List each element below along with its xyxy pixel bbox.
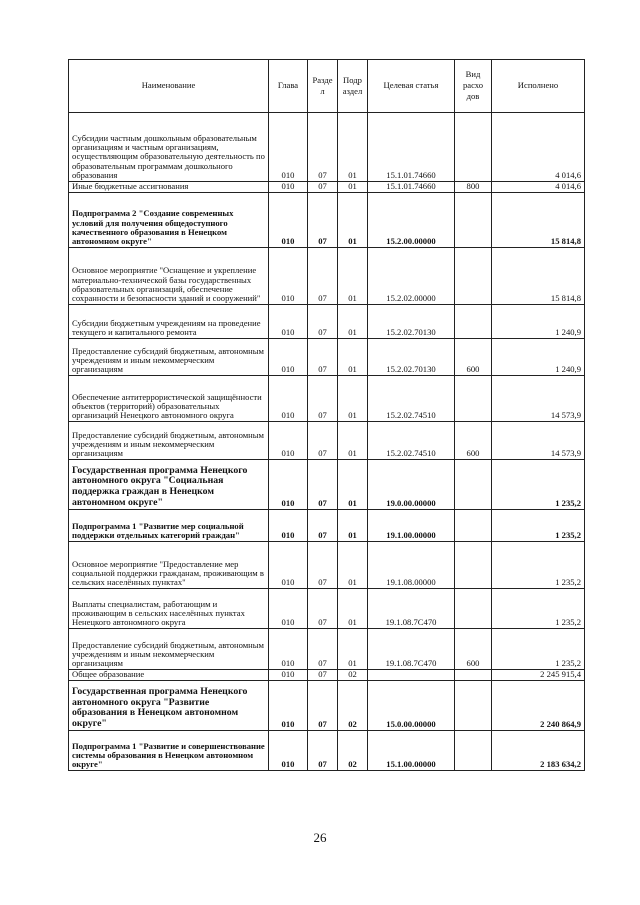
row-executed: 1 235,2 xyxy=(492,460,585,510)
row-subsection: 01 xyxy=(338,193,368,248)
table-row xyxy=(69,542,585,589)
header-section: Разде л xyxy=(308,60,338,113)
row-expense-type: 800 xyxy=(455,182,492,193)
table-row xyxy=(69,113,585,182)
row-name: Подпрограмма 2 "Создание современных условий для получения общедоступного качественного образования в Ненецком автономном округе" xyxy=(69,193,269,248)
row-section: 07 xyxy=(308,589,338,629)
row-target: 15.1.01.74660 xyxy=(368,182,455,193)
row-executed: 1 240,9 xyxy=(492,339,585,376)
row-expense-type xyxy=(455,376,492,422)
header-name: Наименование xyxy=(69,60,269,113)
table-row xyxy=(69,193,585,248)
row-executed: 1 235,2 xyxy=(492,510,585,542)
row-target: 15.2.02.74510 xyxy=(368,376,455,422)
row-expense-type xyxy=(455,305,492,339)
row-subsection: 01 xyxy=(338,182,368,193)
row-chapter: 010 xyxy=(269,182,308,193)
row-subsection: 01 xyxy=(338,339,368,376)
row-executed: 2 245 915,4 xyxy=(492,670,585,681)
row-name: Предоставление субсидий бюджетным, автономным учреждениям и иным некоммерческим организациям xyxy=(69,339,269,376)
table-row xyxy=(69,182,585,193)
row-target: 15.2.02.70130 xyxy=(368,339,455,376)
row-executed: 1 235,2 xyxy=(492,589,585,629)
table-row xyxy=(69,376,585,422)
row-expense-type xyxy=(455,681,492,731)
row-section: 07 xyxy=(308,376,338,422)
row-name: Иные бюджетные ассигнования xyxy=(69,182,269,193)
row-target: 15.2.02.00000 xyxy=(368,248,455,305)
table-row xyxy=(69,339,585,376)
table-row xyxy=(69,670,585,681)
row-target: 19.1.08.7С470 xyxy=(368,589,455,629)
row-expense-type: 600 xyxy=(455,339,492,376)
row-target: 19.0.00.00000 xyxy=(368,460,455,510)
row-target: 19.1.08.00000 xyxy=(368,542,455,589)
row-name: Субсидии бюджетным учреждениям на проведение текущего и капитального ремонта xyxy=(69,305,269,339)
row-subsection: 01 xyxy=(338,248,368,305)
table-row xyxy=(69,248,585,305)
row-subsection: 02 xyxy=(338,731,368,771)
row-section: 07 xyxy=(308,193,338,248)
row-name: Выплаты специалистам, работающим и проживающим в сельских населённых пунктах Ненецкого автономного округа xyxy=(69,589,269,629)
row-chapter: 010 xyxy=(269,376,308,422)
row-expense-type xyxy=(455,248,492,305)
row-section: 07 xyxy=(308,113,338,182)
row-expense-type xyxy=(455,542,492,589)
row-section: 07 xyxy=(308,248,338,305)
row-chapter: 010 xyxy=(269,193,308,248)
row-subsection: 01 xyxy=(338,113,368,182)
table-header-row xyxy=(69,60,585,113)
row-section: 07 xyxy=(308,460,338,510)
table-row xyxy=(69,629,585,670)
row-name: Государственная программа Ненецкого автономного округа "Социальная поддержка граждан в Ненецком автономном округе" xyxy=(69,460,269,510)
table-row xyxy=(69,510,585,542)
row-subsection: 01 xyxy=(338,629,368,670)
row-name: Подпрограмма 1 "Развитие мер социальной поддержки отдельных категорий граждан" xyxy=(69,510,269,542)
row-section: 07 xyxy=(308,339,338,376)
row-subsection: 01 xyxy=(338,460,368,510)
row-section: 07 xyxy=(308,681,338,731)
row-subsection: 02 xyxy=(338,681,368,731)
row-chapter: 010 xyxy=(269,670,308,681)
header-chapter: Глава xyxy=(269,60,308,113)
row-executed: 4 014,6 xyxy=(492,182,585,193)
row-chapter: 010 xyxy=(269,248,308,305)
row-expense-type xyxy=(455,193,492,248)
row-expense-type xyxy=(455,731,492,771)
row-section: 07 xyxy=(308,542,338,589)
row-name: Государственная программа Ненецкого автономного округа "Развитие образования в Ненецком автономном округе" xyxy=(69,681,269,731)
row-name: Основное мероприятие "Предоставление мер социальной поддержки гражданам, проживающим в сельских населённых пунктах" xyxy=(69,542,269,589)
row-executed: 14 573,9 xyxy=(492,376,585,422)
table-row xyxy=(69,460,585,510)
row-chapter: 010 xyxy=(269,339,308,376)
row-expense-type xyxy=(455,460,492,510)
row-section: 07 xyxy=(308,731,338,771)
row-target: 15.2.02.70130 xyxy=(368,305,455,339)
row-target: 19.1.08.7С470 xyxy=(368,629,455,670)
row-name: Подпрограмма 1 "Развитие и совершенствование системы образования в Ненецком автономном округе" xyxy=(69,731,269,771)
row-section: 07 xyxy=(308,629,338,670)
row-executed: 1 240,9 xyxy=(492,305,585,339)
row-target: 15.1.00.00000 xyxy=(368,731,455,771)
row-target: 15.2.00.00000 xyxy=(368,193,455,248)
row-executed: 2 183 634,2 xyxy=(492,731,585,771)
row-subsection: 01 xyxy=(338,542,368,589)
table-row xyxy=(69,305,585,339)
row-name: Субсидии частным дошкольным образовательным организациям и частным организациям, осуществляющим образовательную деятельность по образовательным программам дошкольного образования xyxy=(69,113,269,182)
row-section: 07 xyxy=(308,510,338,542)
row-subsection: 01 xyxy=(338,422,368,460)
table-row xyxy=(69,681,585,731)
row-section: 07 xyxy=(308,305,338,339)
row-executed: 14 573,9 xyxy=(492,422,585,460)
row-chapter: 010 xyxy=(269,422,308,460)
row-section: 07 xyxy=(308,670,338,681)
row-chapter: 010 xyxy=(269,113,308,182)
row-subsection: 01 xyxy=(338,589,368,629)
row-expense-type xyxy=(455,589,492,629)
row-target xyxy=(368,670,455,681)
row-executed: 15 814,8 xyxy=(492,248,585,305)
row-name: Основное мероприятие "Оснащение и укрепление материально-технической базы государственных образовательных организаций, обеспечение сохранности и безопасности зданий и сооружений" xyxy=(69,248,269,305)
row-chapter: 010 xyxy=(269,510,308,542)
row-subsection: 01 xyxy=(338,510,368,542)
row-expense-type: 600 xyxy=(455,629,492,670)
row-expense-type xyxy=(455,670,492,681)
row-chapter: 010 xyxy=(269,681,308,731)
row-chapter: 010 xyxy=(269,629,308,670)
table-row xyxy=(69,589,585,629)
row-chapter: 010 xyxy=(269,460,308,510)
header-expense-type: Вид расхо дов xyxy=(455,60,492,113)
row-expense-type xyxy=(455,510,492,542)
row-subsection: 02 xyxy=(338,670,368,681)
row-subsection: 01 xyxy=(338,376,368,422)
header-target-article: Целевая статья xyxy=(368,60,455,113)
row-target: 15.2.02.74510 xyxy=(368,422,455,460)
row-executed: 1 235,2 xyxy=(492,629,585,670)
row-executed: 4 014,6 xyxy=(492,113,585,182)
row-chapter: 010 xyxy=(269,589,308,629)
row-section: 07 xyxy=(308,422,338,460)
row-name: Обеспечение антитеррористической защищённости объектов (территорий) образовательных организаций Ненецкого автономного округа xyxy=(69,376,269,422)
row-target: 19.1.00.00000 xyxy=(368,510,455,542)
row-section: 07 xyxy=(308,182,338,193)
row-target: 15.1.01.74660 xyxy=(368,113,455,182)
row-name: Общее образование xyxy=(69,670,269,681)
budget-table xyxy=(68,59,585,771)
row-executed: 1 235,2 xyxy=(492,542,585,589)
row-chapter: 010 xyxy=(269,305,308,339)
header-subsection: Подр аздел xyxy=(338,60,368,113)
row-subsection: 01 xyxy=(338,305,368,339)
row-executed: 2 240 864,9 xyxy=(492,681,585,731)
row-name: Предоставление субсидий бюджетным, автономным учреждениям и иным некоммерческим организациям xyxy=(69,422,269,460)
row-target: 15.0.00.00000 xyxy=(368,681,455,731)
row-executed: 15 814,8 xyxy=(492,193,585,248)
row-chapter: 010 xyxy=(269,731,308,771)
row-expense-type: 600 xyxy=(455,422,492,460)
table-row xyxy=(69,422,585,460)
row-expense-type xyxy=(455,113,492,182)
row-chapter: 010 xyxy=(269,542,308,589)
row-name: Предоставление субсидий бюджетным, автономным учреждениям и иным некоммерческим организациям xyxy=(69,629,269,670)
header-executed: Исполнено xyxy=(492,60,585,113)
page-number: 26 xyxy=(313,830,327,845)
table-row xyxy=(69,731,585,771)
